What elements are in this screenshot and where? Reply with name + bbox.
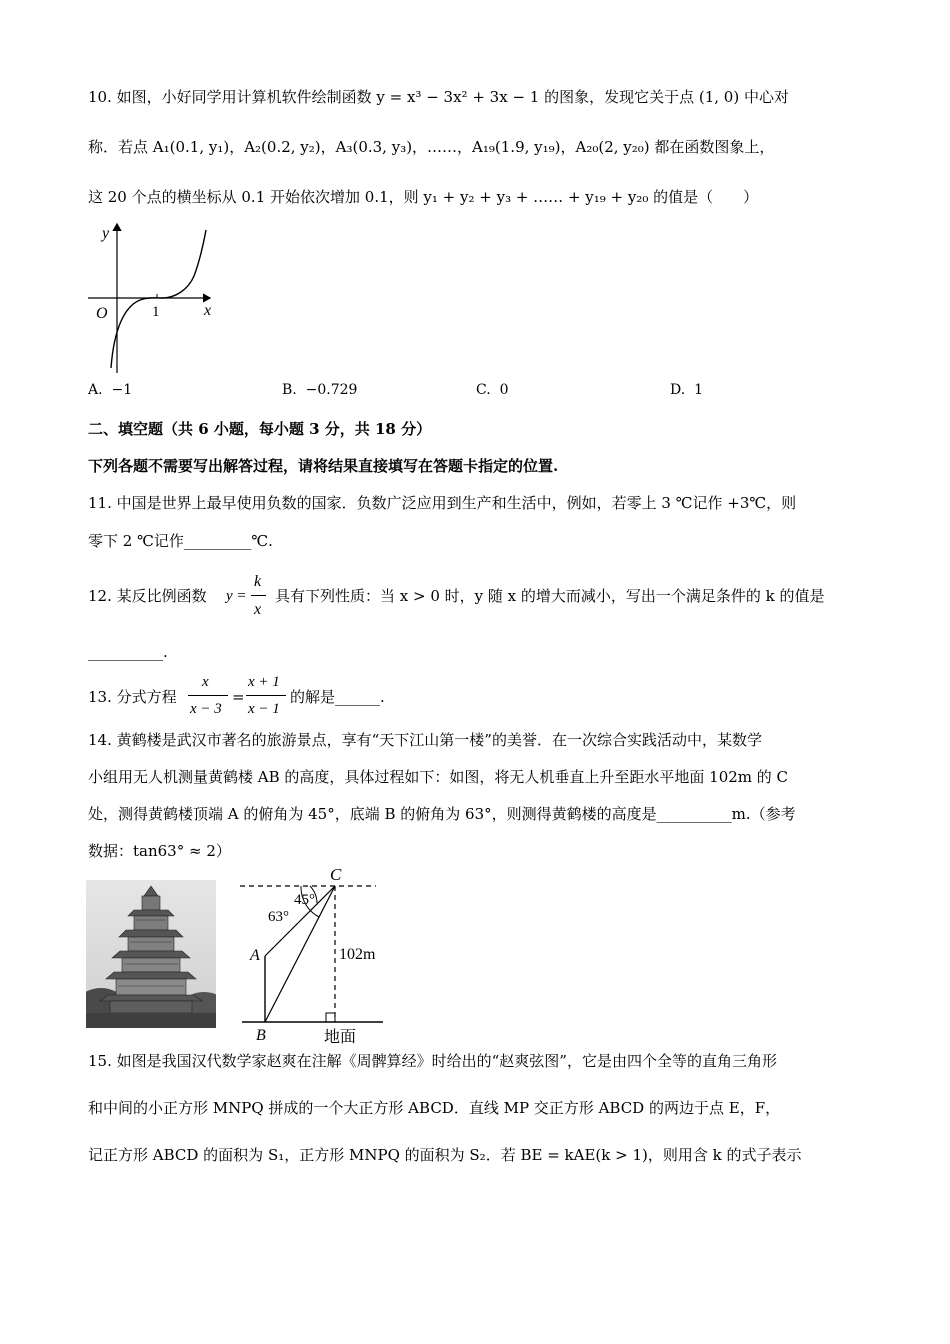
q12-frac-den: x bbox=[254, 601, 262, 618]
option-a: A. −1 bbox=[88, 382, 133, 398]
q14-line3: 处，测得黄鹤楼顶端 A 的俯角为 45°，底端 B 的俯角为 63°，则测得黄鹤楼的高度是__________m.（参考 bbox=[88, 805, 796, 823]
label-c: C bbox=[330, 865, 342, 884]
q13-frac2-bar bbox=[246, 695, 286, 696]
q12-line1a: 12. 某反比例函数 bbox=[88, 587, 207, 605]
q13-prefix: 13. 分式方程 bbox=[88, 688, 177, 706]
q13-suffix: 的解是______. bbox=[290, 688, 385, 706]
q11-line2: 零下 2 ℃记作_________℃. bbox=[88, 532, 273, 550]
q14-line4: 数据：tan63° ≈ 2） bbox=[88, 842, 231, 860]
x-axis-label: x bbox=[204, 302, 212, 319]
q12-y-equals: y = bbox=[226, 588, 247, 604]
q13-num2: x + 1 bbox=[248, 674, 280, 690]
q15-line3: 记正方形 ABCD 的面积为 S₁，正方形 MNPQ 的面积为 S₂．若 BE = kAE(k > 1)，则用含 k 的式子表示 bbox=[88, 1146, 802, 1164]
angle-45: 45° bbox=[294, 892, 315, 908]
y-axis-label: y bbox=[102, 225, 110, 242]
q13-num1: x bbox=[202, 674, 209, 690]
q14-line2: 小组用无人机测量黄鹤楼 AB 的高度，具体过程如下：如图，将无人机垂直上升至距水平地面 102m 的 C bbox=[88, 768, 789, 786]
option-c: C. 0 bbox=[476, 382, 509, 398]
q13-equals: = bbox=[232, 688, 245, 706]
q14-height-diagram bbox=[238, 864, 398, 1046]
q10-line1: 10. 如图，小好同学用计算机软件绘制函数 y = x³ − 3x² + 3x − 1 的图象，发现它关于点 (1, 0) 中心对 bbox=[88, 88, 789, 106]
q12-frac-bar bbox=[251, 595, 266, 596]
q15-line2: 和中间的小正方形 MNPQ 拼成的一个大正方形 ABCD．直线 MP 交正方形 ABCD 的两边于点 E，F， bbox=[88, 1099, 781, 1117]
section2-instruction: 下列各题不需要写出解答过程，请将结果直接填写在答题卡指定的位置. bbox=[88, 457, 559, 475]
q12-frac-num: k bbox=[254, 573, 262, 590]
option-b: B. −0.729 bbox=[282, 382, 358, 398]
curve bbox=[111, 230, 206, 368]
q10-line2: 称．若点 A₁(0.1, y₁)，A₂(0.2, y₂)，A₃(0.3, y₃)，……，A₁₉(1.9, y₁₉)，A₂₀(2, y₂₀) 都在函数图象上， bbox=[88, 138, 775, 156]
tick-label-1: 1 bbox=[152, 304, 160, 320]
yellow-crane-tower-photo bbox=[86, 880, 216, 1028]
q12-line2: __________. bbox=[88, 643, 168, 661]
q10-line3: 这 20 个点的横坐标从 0.1 开始依次增加 0.1，则 y₁ + y₂ + y₃ + …… + y₁₉ + y₂₀ 的值是（ ） bbox=[88, 188, 759, 206]
option-d: D. 1 bbox=[670, 382, 704, 398]
section2-title: 二、填空题（共 6 小题，每小题 3 分，共 18 分） bbox=[88, 420, 432, 438]
q11-line1: 11. 中国是世界上最早使用负数的国家．负数广泛应用到生产和生活中，例如，若零上 3 ℃记作 +3℃，则 bbox=[88, 494, 797, 512]
label-a: A bbox=[250, 947, 260, 964]
q14-line1: 14. 黄鹤楼是武汉市著名的旅游景点，享有“天下江山第一楼”的美誉．在一次综合实践活动中，某数学 bbox=[88, 731, 762, 749]
q13-den2: x − 1 bbox=[248, 701, 280, 717]
q13-den1: x − 3 bbox=[190, 701, 222, 717]
origin-label: O bbox=[96, 305, 108, 322]
ground-label: 地面 bbox=[324, 1029, 357, 1046]
q13-frac1-bar bbox=[188, 695, 228, 696]
angle-63: 63° bbox=[268, 909, 289, 925]
label-b: B bbox=[256, 1027, 266, 1044]
q15-line1: 15. 如图是我国汉代数学家赵爽在注解《周髀算经》时给出的“赵爽弦图”，它是由四个全等的直角三角形 bbox=[88, 1052, 777, 1070]
q12-line1b: 具有下列性质：当 x > 0 时，y 随 x 的增大而减小，写出一个满足条件的 k 的值是 bbox=[275, 587, 825, 605]
height-label: 102m bbox=[339, 946, 376, 963]
cubic-function-graph bbox=[80, 218, 220, 378]
